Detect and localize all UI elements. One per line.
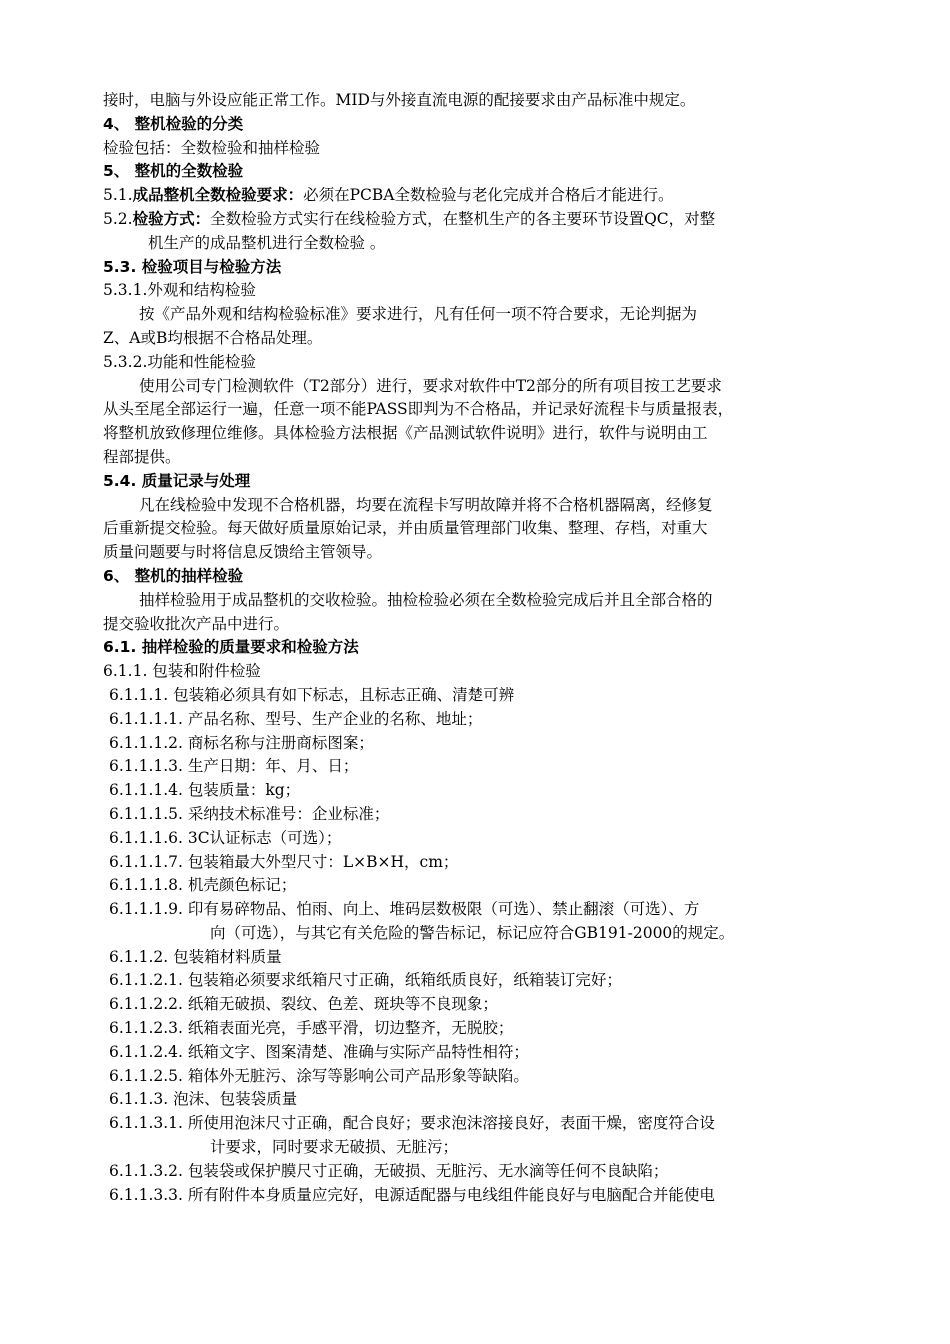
list-item: 6.1.1.3.3. 所有附件本身质量应完好，电源适配器与电线组件能良好与电脑配合并能使电 bbox=[109, 1185, 715, 1204]
section-heading-4: 4、 整机检验的分类 bbox=[103, 114, 244, 133]
list-item: 6.1.1.1.1. 产品名称、型号、生产企业的名称、地址； bbox=[109, 709, 483, 728]
paragraph-line: 提交验收批次产品中进行。 bbox=[103, 614, 290, 633]
list-item-continuation: 向（可选），与其它有关危险的警告标记，标记应符合GB191-2000的规定。 bbox=[210, 923, 735, 942]
list-item: 6.1.1.1.6. 3C认证标志（可选）； bbox=[109, 828, 342, 847]
clause-key: 成品整机全数检验要求： bbox=[132, 186, 304, 205]
paragraph-line: 抽样检验用于成品整机的交收检验。抽检检验必须在全数检验完成后并且全部合格的 bbox=[139, 590, 713, 609]
paragraph-line: 凡在线检验中发现不合格机器，均要在流程卡写明故障并将不合格机器隔离，经修复 bbox=[139, 495, 713, 514]
list-item: 6.1.1.1.8. 机壳颜色标记； bbox=[109, 876, 297, 895]
list-item: 6.1.1.1.2. 商标名称与注册商标图案； bbox=[109, 733, 374, 752]
list-item: 6.1.1.3. 泡沫、包装袋质量 bbox=[109, 1090, 298, 1109]
list-item: 6.1.1.3.1. 所使用泡沫尺寸正确，配合良好；要求泡沫溶接良好，表面干燥，密度符合设 bbox=[109, 1114, 715, 1133]
list-item: 6.1.1.2.2. 纸箱无破损、裂纹、色差、斑块等不良现象； bbox=[109, 995, 498, 1014]
list-item: 6.1.1.1. 包装箱必须具有如下标志，且标志正确、清楚可辨 bbox=[109, 685, 515, 704]
paragraph-line: 使用公司专门检测软件（T2部分）进行，要求对软件中T2部分的所有项目按工艺要求 bbox=[139, 376, 722, 395]
list-item: 6.1.1.1.9. 印有易碎物品、怕雨、向上、堆码层数极限（可选）、禁止翻滚（可选）、方 bbox=[109, 900, 700, 919]
list-item: 6.1.1.2. 包装箱材料质量 bbox=[109, 947, 282, 966]
paragraph-line: 按《产品外观和结构检验标准》要求进行，凡有任何一项不符合要求，无论判据为 bbox=[139, 305, 698, 324]
section-heading-5-3: 5.3. 检验项目与检验方法 bbox=[103, 257, 282, 276]
section-heading-6: 6、 整机的抽样检验 bbox=[103, 566, 244, 585]
list-item: 6.1.1.1.5. 采纳技术标准号：企业标准； bbox=[109, 804, 390, 823]
clause-continuation: 机生产的成品整机进行全数检验 。 bbox=[148, 233, 386, 252]
clause-5-2 bbox=[103, 208, 865, 232]
list-item: 6.1.1.3.2. 包装袋或保护膜尺寸正确，无破损、无脏污、无水滴等任何不良缺陷； bbox=[109, 1161, 669, 1180]
subsection-5-3-1: 5.3.1.外观和结构检验 bbox=[103, 281, 256, 300]
paragraph-line: 从头至尾全部运行一遍，任意一项不能PASS即判为不合格品，并记录好流程卡与质量报表， bbox=[103, 400, 734, 419]
list-item: 6.1.1.2.4. 纸箱文字、图案清楚、准确与实际产品特性相符； bbox=[109, 1042, 529, 1061]
section-heading-6-1: 6.1. 抽样检验的质量要求和检验方法 bbox=[103, 638, 359, 657]
paragraph-line: 程部提供。 bbox=[103, 447, 181, 466]
list-item: 6.1.1.2.1. 包装箱必须要求纸箱尺寸正确，纸箱纸质良好，纸箱装订完好； bbox=[109, 971, 622, 990]
paragraph-line: 检验包括：全数检验和抽样检验 bbox=[103, 138, 321, 157]
list-item: 6.1.1.2.3. 纸箱表面光亮，手感平滑，切边整齐，无脱胶； bbox=[109, 1019, 514, 1038]
paragraph-line: 质量问题要与时将信息反馈给主管领导。 bbox=[103, 543, 383, 562]
paragraph-line: Z、A或B均根据不合格品处理。 bbox=[103, 328, 323, 347]
list-item: 6.1.1.1.4. 包装质量：kg； bbox=[109, 781, 301, 800]
list-item: 6.1.1.1.3. 生产日期：年、月、日； bbox=[109, 757, 359, 776]
section-heading-5: 5、 整机的全数检验 bbox=[103, 162, 244, 181]
clause-text: 必须在PCBA全数检验与老化完成并合格后才能进行。 bbox=[303, 186, 674, 205]
clause-text: 全数检验方式实行在线检验方式，在整机生产的各主要环节设置QC，对整 bbox=[210, 209, 716, 228]
list-item: 6.1.1.2.5. 箱体外无脏污、涂写等影响公司产品形象等缺陷。 bbox=[109, 1066, 529, 1085]
subsection-5-3-2: 5.3.2.功能和性能检验 bbox=[103, 352, 256, 371]
clause-key: 检验方式： bbox=[132, 209, 211, 228]
paragraph-line: 后重新提交检验。每天做好质量原始记录，并由质量管理部门收集、整理、存档，对重大 bbox=[103, 519, 708, 538]
paragraph-line: 接时，电脑与外设应能正常工作。MID与外接直流电源的配接要求由产品标准中规定。 bbox=[103, 91, 696, 109]
section-heading-5-4: 5.4. 质量记录与处理 bbox=[103, 471, 251, 490]
clause-number: 5.2. bbox=[103, 209, 133, 228]
clause-5-1 bbox=[103, 184, 865, 208]
paragraph-line: 将整机放致修理位维修。具体检验方法根据《产品测试软件说明》进行，软件与说明由工 bbox=[103, 424, 708, 443]
clause-number: 5.1. bbox=[103, 186, 133, 205]
subsection-6-1-1: 6.1.1. 包装和附件检验 bbox=[103, 662, 261, 681]
document-body bbox=[103, 89, 865, 1207]
list-item: 6.1.1.1.7. 包装箱最大外型尺寸：L×B×H，cm； bbox=[109, 852, 459, 871]
list-item-continuation: 计要求，同时要求无破损、无脏污； bbox=[210, 1138, 459, 1157]
